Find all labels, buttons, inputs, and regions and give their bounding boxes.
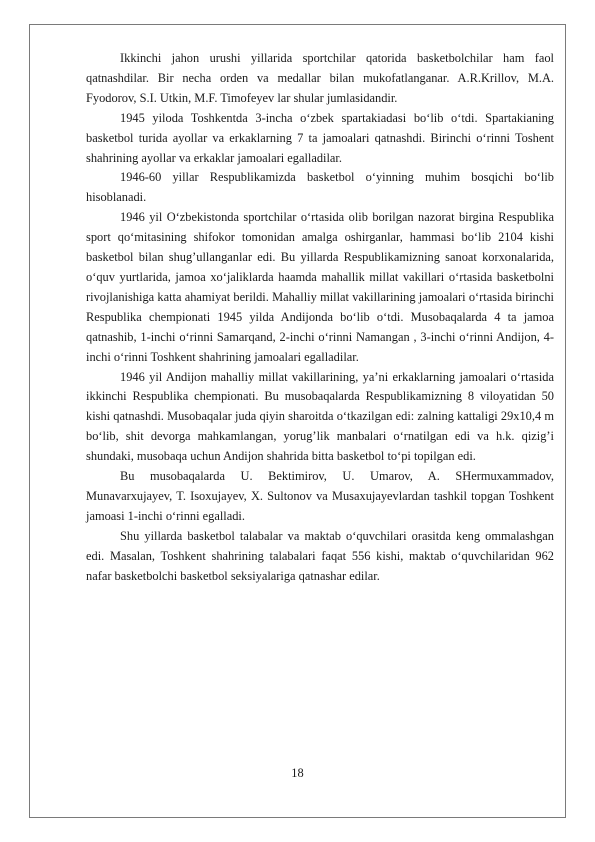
paragraph-1: Ikkinchi jahon urushi yillarida sportchilar qatorida basketbolchilar ham faol qatnashdilar. Bir necha orden va medallar bilan mukofatlanganar. A.R.Krillov, M.A. Fyodorov, S.I. Utkin, M.F. Timofeyev lar shular jumlasidandir. bbox=[86, 51, 554, 105]
document-body bbox=[86, 49, 554, 586]
paragraph-6: Bu musobaqalarda U. Bektimirov, U. Umarov, A. SHermuxammadov, Munavarxujayev, T. Isoxujayev, X. Sultonov va Musaxujayevlardan tashkil topgan Toshkent jamoasi 1-inchi o‘rinni egalladi. bbox=[86, 469, 554, 523]
paragraph-7: Shu yillarda basketbol talabalar va maktab o‘quvchilari orasitda keng ommalashgan edi. Masalan, Toshkent shahrining talabalari faqat 556 kishi, maktab o‘quvchilaridan 962 nafar basketbolchi basketbol seksiyalariga qatnashar edilar. bbox=[86, 528, 554, 583]
paragraph-4: 1946 yil O‘zbekistonda sportchilar o‘rtasida olib borilgan nazorat birgina Respublika sport qo‘mitasining shifokor tomonidan amalga oshirganlar, hammasi bo‘lib 2104 kishi basketbol bilan shug’ullanganlar edi. Bu yillarda Respublikamizning sanoat korxonalarida, o‘quv yurtlarida, jamoa xo‘jaliklarda haamda mahallik millat vakillari o‘rtasida basketbolni rivojlanishiga katta ahamiyat berildi. Mahalliy millat vakillarining jamoalari o‘rtasida birinchi Respublika chempionati 1945 yilda Andijonda bo‘lib o‘tdi. Musobaqalarda 4 ta jamoa qatnashib, 1-inchi o‘rinni Samarqand, 2-inchi o‘rinni Namangan , 3-inchi o‘rinni Andijon, 4-inchi o‘rinni Toshkent shahrining jamoalari egalladilar. bbox=[86, 210, 554, 364]
paragraph-3: 1946-60 yillar Respublikamizda basketbol o‘yinning muhim bosqichi bo‘lib hisoblanadi. bbox=[86, 170, 554, 205]
paragraph-2: 1945 yiloda Toshkentda 3-incha o‘zbek spartakiadasi bo‘lib o‘tdi. Spartakianing basketbol turida ayollar va erkaklarning 7 ta jamoalari qatnashdi. Birinchi o‘rinni Toshent shahrining ayollar va erkaklar jamoalari egalladilar. bbox=[86, 110, 554, 165]
paragraph-5: 1946 yil Andijon mahalliy millat vakillarining, ya’ni erkaklarning jamoalari o‘rtasida ikkinchi Respublika chempionati. Bu musobaqalarda Respublikamizning 8 viloyatidan 50 kishi qatnashdi. Musobaqalar juda qiyin sharoitda o‘tkazilgan edi: zalning kattaligi 29x10,4 m bo‘lib, shit devorga mahkamlangan, yorug’lik manbalari o‘rnatilgan edi va h.k. qizig’i shundaki, musobaqa uchun Andijon shahrida bitta basketbol to‘pi topilgan edi. bbox=[86, 369, 554, 464]
page-number: 18 bbox=[291, 766, 304, 780]
